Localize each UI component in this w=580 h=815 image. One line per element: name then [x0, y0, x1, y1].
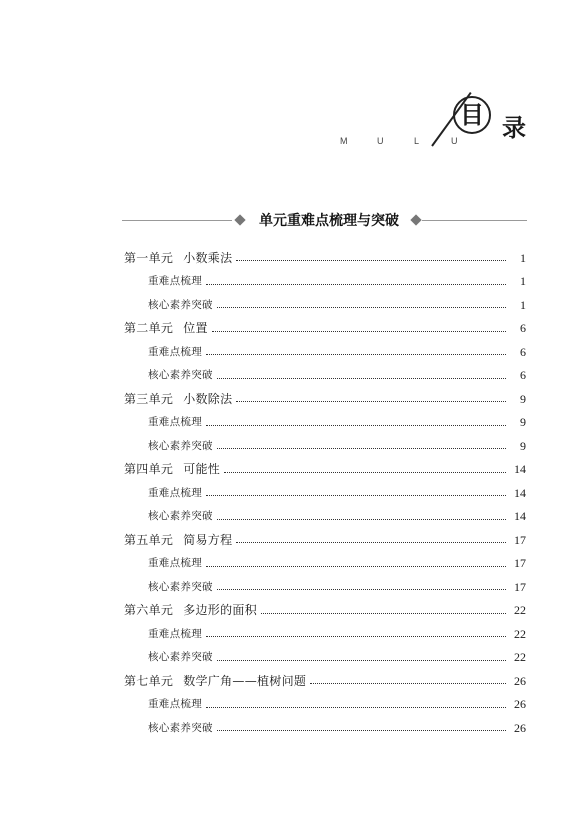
dot-leader [206, 354, 506, 355]
toc-entry-label [124, 534, 232, 546]
unit-number: 第五单元 [124, 532, 174, 547]
dot-leader [236, 401, 506, 402]
page-number: 26 [514, 697, 526, 712]
toc-entry-label: 核心素养突破 [148, 369, 213, 381]
dot-leader [217, 307, 506, 308]
dot-leader [206, 425, 506, 426]
dot-leader [217, 448, 506, 449]
dot-leader [206, 495, 506, 496]
diamond-ornament-right [410, 214, 421, 225]
page-number: 14 [514, 462, 526, 477]
toc-entry-label: 重难点梳理 [148, 345, 202, 358]
toc-entry-label: 重难点梳理 [148, 698, 202, 710]
toc-unit-entry[interactable] [124, 246, 526, 270]
toc-unit-entry[interactable] [124, 458, 526, 482]
section-header [122, 210, 527, 232]
toc-entry-label: 核心素养突破 [148, 580, 213, 593]
dot-leader [212, 331, 506, 332]
toc-entry-label: 核心素养突破 [148, 721, 213, 734]
page-number: 26 [514, 720, 526, 735]
pinyin-letter: M [340, 136, 348, 146]
page-number: 17 [514, 532, 526, 547]
header-rule-right [422, 220, 527, 221]
toc-sub-entry[interactable] [124, 411, 526, 435]
page-number: 17 [514, 556, 526, 571]
toc-sub-entry[interactable] [124, 693, 526, 717]
toc-sub-entry[interactable] [124, 293, 526, 317]
page-number: 22 [514, 626, 526, 641]
page-number: 14 [514, 485, 526, 500]
unit-name: 简易方程 [183, 532, 233, 547]
dot-leader [206, 636, 506, 637]
section-title: 单元重难点梳理与突破 [259, 213, 399, 229]
unit-name: 多边形的面积 [183, 603, 258, 618]
toc-sub-entry[interactable] [124, 646, 526, 670]
toc-entry-label: 重难点梳理 [148, 627, 202, 640]
unit-name: 小数乘法 [183, 250, 233, 265]
unit-name: 数学广角——植树问题 [183, 673, 307, 688]
page-number: 9 [520, 391, 526, 406]
dot-leader [206, 707, 506, 708]
toc-unit-entry[interactable] [124, 599, 526, 623]
unit-number: 第四单元 [124, 462, 174, 477]
toc-unit-entry[interactable] [124, 528, 526, 552]
toc-sub-entry[interactable] [124, 481, 526, 505]
toc-entry-label: 重难点梳理 [148, 486, 202, 499]
unit-number: 第一单元 [124, 250, 174, 265]
mulu-pinyin-letters [340, 136, 488, 146]
toc-entry-label: 重难点梳理 [148, 557, 202, 569]
toc-sub-entry[interactable] [124, 622, 526, 646]
page-number: 6 [520, 321, 526, 336]
page-number: 14 [514, 509, 526, 524]
dot-leader [217, 589, 506, 590]
toc-entry-label [124, 675, 306, 687]
table-of-contents [124, 246, 526, 740]
page-number: 1 [520, 274, 526, 289]
toc-sub-entry[interactable] [124, 716, 526, 740]
lu-character: 录 [502, 113, 526, 142]
toc-entry-label: 重难点梳理 [148, 416, 202, 428]
dot-leader [261, 613, 506, 614]
toc-unit-entry[interactable] [124, 387, 526, 411]
page-number: 9 [520, 415, 526, 430]
dot-leader [236, 542, 506, 543]
page-number: 22 [514, 603, 526, 618]
page-number: 22 [514, 650, 526, 665]
page-number: 6 [520, 368, 526, 383]
unit-name: 位置 [183, 321, 208, 336]
toc-entry-label [124, 252, 232, 264]
toc-sub-entry[interactable] [124, 575, 526, 599]
toc-sub-entry[interactable] [124, 505, 526, 529]
dot-leader [310, 683, 506, 684]
unit-name: 可能性 [183, 462, 221, 477]
toc-entry-label: 核心素养突破 [148, 298, 213, 311]
mu-circle-character [453, 96, 491, 134]
pinyin-letter: L [414, 136, 420, 146]
toc-entry-label [124, 463, 220, 475]
toc-sub-entry[interactable] [124, 340, 526, 364]
toc-unit-entry[interactable] [124, 317, 526, 341]
toc-unit-entry[interactable] [124, 669, 526, 693]
dot-leader [217, 519, 506, 520]
toc-entry-label: 核心素养突破 [148, 651, 213, 663]
unit-number: 第六单元 [124, 603, 174, 618]
toc-sub-entry[interactable] [124, 270, 526, 294]
page-number: 9 [520, 438, 526, 453]
toc-entry-label [124, 604, 257, 616]
toc-sub-entry[interactable] [124, 552, 526, 576]
unit-number: 第七单元 [124, 673, 174, 688]
unit-number: 第三单元 [124, 391, 174, 406]
toc-entry-label [124, 393, 232, 405]
dot-leader [236, 260, 506, 261]
dot-leader [224, 472, 506, 473]
page-number: 6 [520, 344, 526, 359]
toc-entry-label [124, 322, 208, 334]
dot-leader [217, 730, 506, 731]
unit-name: 小数除法 [183, 391, 233, 406]
toc-sub-entry[interactable] [124, 434, 526, 458]
page-number: 17 [514, 579, 526, 594]
dot-leader [217, 378, 506, 379]
page-number: 1 [520, 297, 526, 312]
pinyin-letter: U [451, 136, 458, 146]
toc-entry-label: 核心素养突破 [148, 510, 213, 522]
page-number: 1 [520, 250, 526, 265]
dot-leader [217, 660, 506, 661]
page-number: 26 [514, 673, 526, 688]
dot-leader [206, 284, 506, 285]
mu-character: 目 [460, 100, 484, 129]
toc-entry-label: 重难点梳理 [148, 275, 202, 287]
diamond-ornament-left [234, 214, 245, 225]
dot-leader [206, 566, 506, 567]
toc-entry-label: 核心素养突破 [148, 439, 213, 452]
header-rule-left [122, 220, 232, 221]
pinyin-letter: U [377, 136, 384, 146]
unit-number: 第二单元 [124, 321, 174, 336]
toc-sub-entry[interactable] [124, 364, 526, 388]
